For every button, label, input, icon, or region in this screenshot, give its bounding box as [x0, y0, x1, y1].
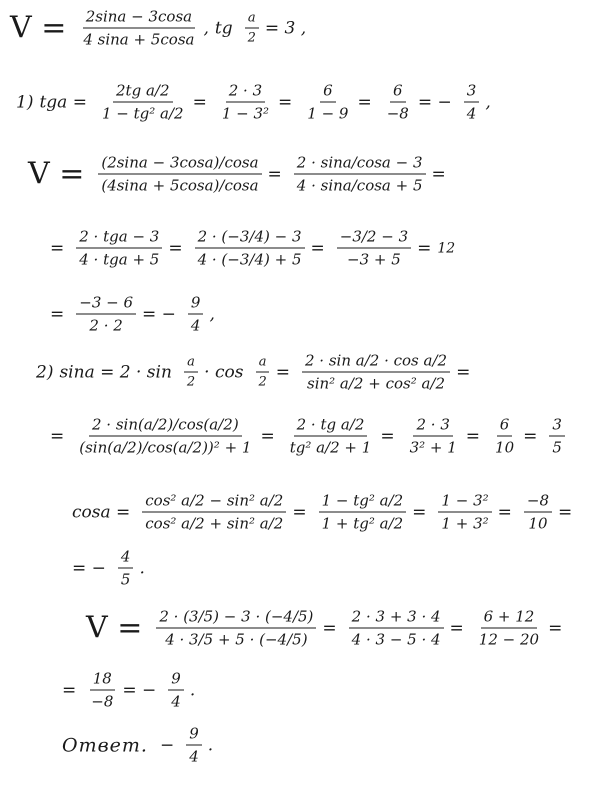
math-text: =	[322, 618, 337, 638]
fraction	[464, 82, 480, 123]
fraction	[407, 416, 460, 457]
math-text: =	[431, 164, 446, 184]
numerator: (2sina − 3cosa)/cosa	[98, 154, 261, 175]
denominator: 4 · 3 − 5 · 4	[351, 630, 441, 649]
fraction	[294, 154, 426, 195]
math-text: =	[497, 502, 512, 522]
denominator: (4sina + 5cosa)/cosa	[101, 176, 259, 195]
denominator: 4	[466, 104, 477, 123]
numerator: 6	[390, 82, 406, 103]
math-text: =	[456, 362, 471, 382]
math-text: =	[192, 92, 207, 112]
numerator: 2 · sina/cosa − 3	[294, 154, 426, 175]
fraction	[118, 548, 134, 589]
math-text: ,	[485, 92, 491, 112]
equation-line-v-transform	[28, 154, 452, 195]
math-text: 1)	[16, 92, 34, 112]
fraction	[549, 416, 565, 457]
denominator: 1 − 3²	[221, 104, 270, 123]
numerator: 2tg a/2	[113, 82, 172, 103]
numerator: 2 · 3 + 3 · 4	[349, 608, 444, 629]
equation-line-answer	[62, 725, 219, 766]
numerator: 2 · 3	[226, 82, 265, 103]
fraction	[255, 355, 269, 390]
math-text: =	[548, 618, 563, 638]
numerator: 2 · 3	[413, 416, 452, 437]
equation-line-step2-sina	[36, 352, 476, 393]
numerator: 3	[549, 416, 565, 437]
math-text: =	[168, 238, 183, 258]
denominator: 2	[258, 374, 267, 390]
numerator: 9	[168, 670, 184, 691]
denominator: 12 − 20	[478, 630, 540, 649]
equation-line-cosa	[72, 492, 578, 533]
denominator: 2 · 2	[89, 316, 123, 335]
math-text: =	[275, 362, 290, 382]
numerator: 2 · sin a/2 · cos a/2	[302, 352, 450, 373]
denominator: tg² a/2 + 1	[289, 438, 372, 457]
fraction	[476, 608, 542, 649]
numerator: 1 − tg² a/2	[319, 492, 407, 513]
math-text: .	[189, 680, 196, 700]
math-text: =	[558, 502, 573, 522]
fraction	[438, 492, 491, 533]
denominator: −3 + 5	[347, 250, 401, 269]
denominator: 4 · tga + 5	[79, 250, 160, 269]
math-text: = 3 ,	[264, 18, 307, 38]
denominator: 5	[120, 570, 131, 589]
math-text: =	[310, 238, 325, 258]
denominator: (sin(a/2)/cos(a/2))² + 1	[79, 438, 252, 457]
denominator: 4 · (−3/4) + 5	[197, 250, 302, 269]
denominator: 4	[190, 316, 201, 335]
numerator: 2 · (−3/4) − 3	[195, 228, 305, 249]
fraction	[219, 82, 272, 123]
math-text: tg	[214, 18, 233, 38]
denominator: 4	[189, 747, 199, 766]
denominator: 1 − 9	[307, 104, 349, 123]
fraction	[186, 725, 202, 766]
denominator: 1 − tg² a/2	[101, 104, 184, 123]
equation-line-cosa-result	[72, 548, 151, 589]
fraction	[184, 355, 198, 390]
math-text: −	[159, 735, 175, 755]
numerator: 6	[497, 416, 513, 437]
numerator: 2 · tga − 3	[76, 228, 162, 249]
math-text: =	[50, 238, 65, 258]
fraction	[98, 154, 261, 195]
math-text: =	[523, 426, 538, 446]
math-text: 2)	[36, 362, 54, 382]
math-text: =	[380, 426, 395, 446]
math-text: = −	[122, 680, 157, 700]
math-text: tga =	[39, 92, 87, 112]
fraction	[384, 82, 412, 123]
equation-line-v-result1	[50, 294, 221, 335]
denominator: −8	[386, 104, 409, 123]
denominator: cos² a/2 + sin² a/2	[145, 514, 284, 533]
numerator: −3 − 6	[76, 294, 136, 315]
math-text: = −	[72, 558, 106, 578]
fraction	[99, 82, 187, 123]
fraction	[76, 294, 136, 335]
math-text: =	[260, 426, 275, 446]
fraction	[287, 416, 375, 457]
math-text: .	[139, 558, 145, 578]
fraction	[76, 228, 162, 269]
math-text: =	[267, 164, 282, 184]
denominator: 1 + 3²	[441, 514, 489, 533]
numerator: 9	[186, 725, 202, 746]
numerator: 4	[118, 548, 134, 569]
fraction	[492, 416, 517, 457]
numerator: 1 − 3²	[438, 492, 491, 513]
numerator: 6 + 12	[481, 608, 538, 629]
denominator: 5	[552, 438, 562, 457]
answer-label: Ответ.	[62, 734, 148, 756]
numerator: −8	[524, 492, 552, 513]
math-text: ,	[203, 18, 209, 38]
fraction	[349, 608, 444, 649]
fraction	[88, 670, 116, 711]
equation-line-v-substitute	[86, 608, 568, 649]
denominator: 10	[495, 438, 515, 457]
math-text: =	[50, 304, 65, 324]
denominator: 3² + 1	[409, 438, 457, 457]
denominator: 10	[528, 514, 548, 533]
numerator: 2 · sin(a/2)/cos(a/2)	[89, 416, 242, 437]
denominator: 4 sina + 5cosa	[83, 30, 195, 49]
math-text: 12	[437, 240, 456, 256]
fraction	[188, 294, 204, 335]
equation-line-v-result2	[62, 670, 201, 711]
denominator: −8	[91, 692, 114, 711]
math-text: =	[449, 618, 464, 638]
numerator: a	[245, 11, 259, 29]
numerator: a	[184, 355, 198, 373]
variable-V: V =	[28, 156, 85, 192]
denominator: 4 · sina/cosa + 5	[296, 176, 423, 195]
equation-line-step1-tga	[16, 82, 497, 123]
math-text: =	[292, 502, 307, 522]
math-text: cosa =	[72, 502, 131, 522]
variable-V: V =	[10, 10, 67, 46]
math-text: =	[417, 238, 432, 258]
numerator: 3	[464, 82, 480, 103]
denominator: 2	[186, 374, 196, 390]
math-text: =	[278, 92, 293, 112]
equation-line-given	[10, 8, 312, 49]
fraction	[337, 228, 411, 269]
fraction	[156, 608, 316, 649]
denominator: 2	[247, 30, 256, 46]
math-text: =	[357, 92, 372, 112]
fraction	[142, 492, 286, 533]
numerator: 18	[90, 670, 115, 691]
math-text: =	[62, 680, 77, 700]
numerator: cos² a/2 − sin² a/2	[142, 492, 286, 513]
numerator: a	[256, 355, 270, 373]
fraction	[76, 416, 254, 457]
numerator: 6	[320, 82, 336, 103]
fraction	[245, 11, 259, 46]
numerator: 9	[188, 294, 204, 315]
fraction	[302, 352, 450, 393]
math-text: = −	[417, 92, 452, 112]
math-text: = −	[142, 304, 176, 324]
math-text: =	[412, 502, 427, 522]
denominator: 1 + tg² a/2	[321, 514, 404, 533]
equation-line-v-tga	[50, 228, 461, 269]
fraction	[524, 492, 552, 533]
numerator: 2sina − 3cosa	[83, 8, 195, 29]
denominator: 4 · 3/5 + 5 · (−4/5)	[165, 630, 308, 649]
numerator: −3/2 − 3	[337, 228, 411, 249]
denominator: 4	[171, 692, 181, 711]
math-text: sina = 2 · sin	[59, 362, 172, 382]
equation-line-sina-tg	[50, 416, 571, 457]
variable-V: V =	[86, 610, 143, 646]
numerator: 2 · tg a/2	[294, 416, 368, 437]
denominator: sin² a/2 + cos² a/2	[307, 374, 446, 393]
math-text: =	[50, 426, 65, 446]
fraction	[304, 82, 351, 123]
math-text: · cos	[204, 362, 244, 382]
fraction	[319, 492, 407, 533]
fraction	[80, 8, 197, 49]
math-text: =	[465, 426, 481, 446]
numerator: 2 · (3/5) − 3 · (−4/5)	[156, 608, 316, 629]
fraction	[195, 228, 305, 269]
math-text: .	[207, 735, 214, 755]
fraction	[168, 670, 184, 711]
math-text: ,	[209, 304, 215, 324]
